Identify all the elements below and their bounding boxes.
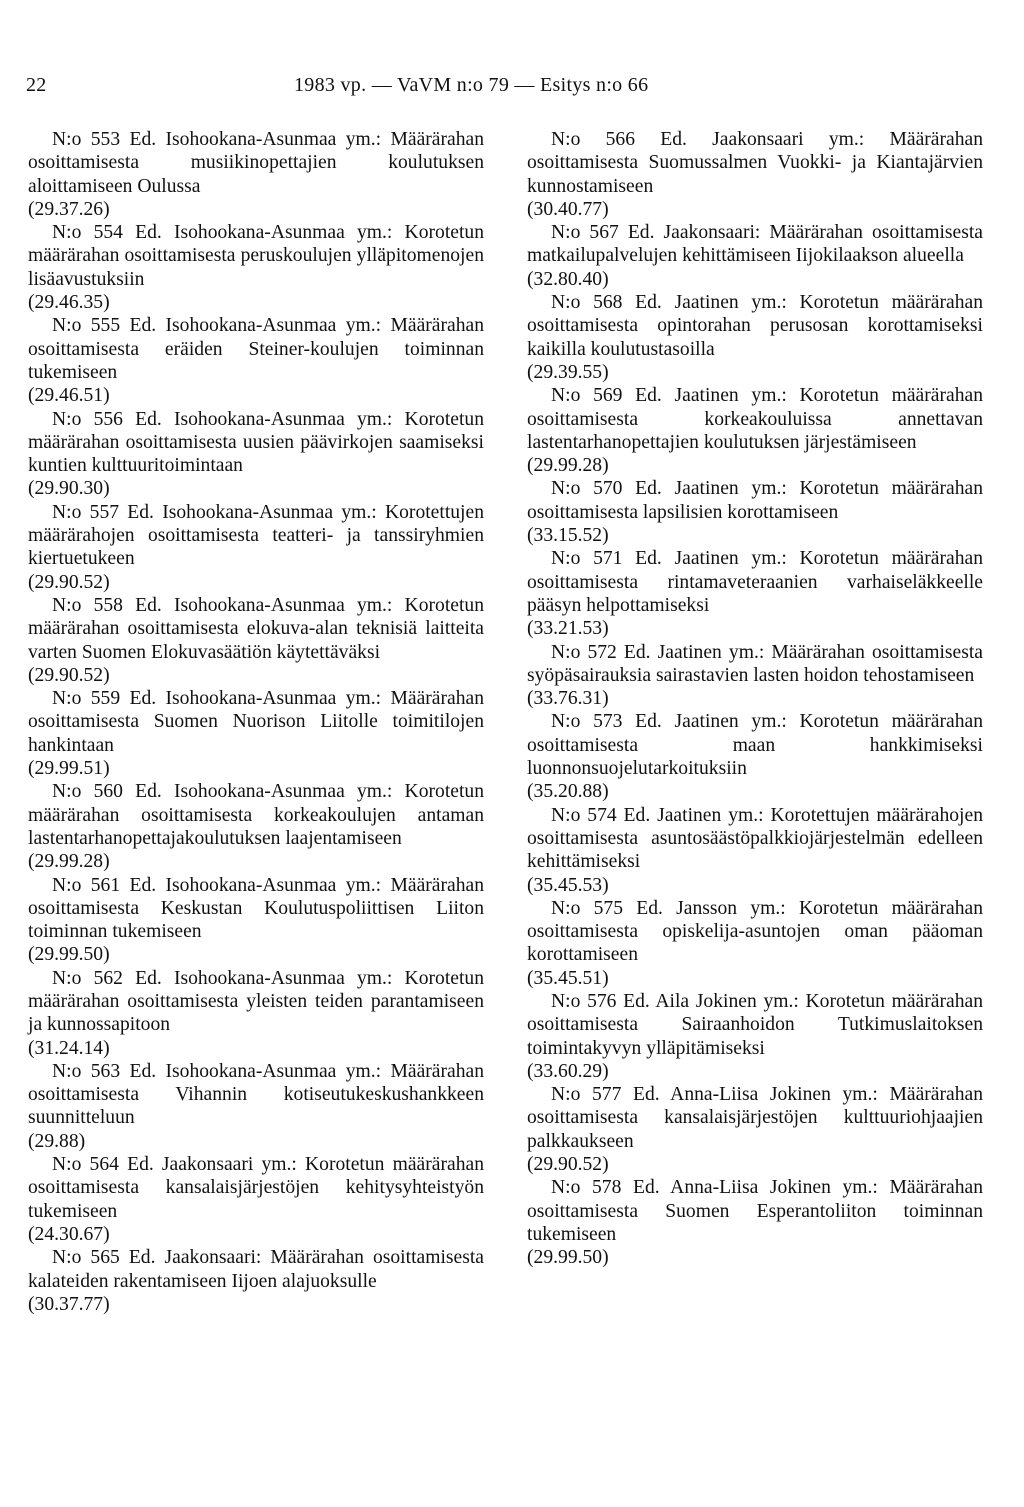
budget-item-code: (32.80.40) [527, 268, 609, 290]
budget-item-code: (29.99.50) [527, 1247, 609, 1269]
budget-item-code: (29.46.35) [28, 292, 110, 314]
motion-text: N:o 557 Ed. Isohookana-Asunmaa ym.: Korotettujen määrärahojen osoittamisesta teatteri- ja tanssiryhmien kiertuetukeen [28, 501, 484, 570]
right-column [527, 128, 983, 1270]
budget-item-code: (29.99.28) [28, 851, 110, 873]
budget-item-code: (30.40.77) [527, 198, 609, 220]
motion-entry [28, 1246, 484, 1316]
motion-text: N:o 555 Ed. Isohookana-Asunmaa ym.: Määrärahan osoittamisesta eräiden Steiner-koulujen toiminnan tukemiseen [28, 315, 484, 383]
budget-item-code: (29.46.51) [28, 385, 110, 407]
motion-entry [28, 1153, 484, 1246]
motion-text: N:o 569 Ed. Jaatinen ym.: Korotetun määrärahan osoittamisesta korkeakouluissa annettavan lastentarhanopettajien koulutuksen järjestämiseen [527, 385, 983, 453]
motion-text: N:o 577 Ed. Anna-Liisa Jokinen ym.: Määrärahan osoittamisesta kansalaisjärjestöjen kulttuuriohjaajien palkkaukseen [527, 1084, 983, 1152]
budget-item-code: (29.90.52) [527, 1154, 609, 1176]
motion-text: N:o 553 Ed. Isohookana-Asunmaa ym.: Määrärahan osoittamisesta musiikinopettajien koulutuksen aloittamiseen Oulussa [28, 129, 484, 197]
motion-text: N:o 564 Ed. Jaakonsaari ym.: Korotetun määrärahan osoittamisesta kansalaisjärjestöjen kehitysyhteistyön tukemiseen [28, 1154, 484, 1222]
budget-item-code: (29.90.52) [28, 571, 110, 593]
budget-item-code: (29.99.51) [28, 758, 110, 780]
motion-text: N:o 559 Ed. Isohookana-Asunmaa ym.: Määrärahan osoittamisesta Suomen Nuorison Liitolle toimitilojen hankintaan [28, 688, 484, 756]
budget-item-code: (29.90.52) [28, 664, 110, 686]
motion-text: N:o 562 Ed. Isohookana-Asunmaa ym.: Korotetun määrärahan osoittamisesta yleisten teiden parantamiseen ja kunnossapitoon [28, 967, 484, 1036]
budget-item-code: (29.90.30) [28, 478, 110, 500]
motion-entry [28, 780, 484, 873]
motion-text: N:o 566 Ed. Jaakonsaari ym.: Määrärahan osoittamisesta Suomussalmen Vuokki- ja Kiantajärvien kunnostamiseen [527, 129, 983, 197]
motion-text: N:o 558 Ed. Isohookana-Asunmaa ym.: Korotetun määrärahan osoittamisesta elokuva-alan teknisiä laitteita varten Suomen Elokuvasäätiön käytettäväksi [28, 594, 484, 663]
motion-entry [527, 384, 983, 477]
motion-entry [28, 594, 484, 687]
budget-item-code: (24.30.67) [28, 1223, 110, 1245]
motion-entry [527, 641, 983, 711]
motion-text: N:o 570 Ed. Jaatinen ym.: Korotetun määrärahan osoittamisesta lapsilisien korottamiseen [527, 478, 983, 523]
motion-entry [527, 1083, 983, 1176]
motion-entry [527, 221, 983, 291]
budget-item-code: (33.15.52) [527, 525, 609, 547]
motion-entry [527, 897, 983, 990]
motion-entry [28, 687, 484, 780]
budget-item-code: (33.21.53) [527, 618, 609, 640]
budget-item-code: (35.20.88) [527, 781, 609, 803]
budget-item-code: (29.88) [28, 1130, 86, 1152]
budget-item-code: (35.45.51) [527, 967, 609, 989]
motion-entry [527, 547, 983, 640]
motion-text: N:o 574 Ed. Jaatinen ym.: Korotettujen määrärahojen osoittamisesta asuntosäästöpalkkiojärjestelmän edelleen kehittämiseksi [527, 804, 983, 873]
budget-item-code: (30.37.77) [28, 1293, 110, 1315]
motion-entry [28, 408, 484, 501]
motion-text: N:o 560 Ed. Isohookana-Asunmaa ym.: Korotetun määrärahan osoittamisesta korkeakoulujen antaman lastentarhanopettajakoulutuksen laajentamiseen [28, 781, 484, 849]
left-column [28, 128, 484, 1316]
motion-text: N:o 573 Ed. Jaatinen ym.: Korotetun määrärahan osoittamisesta maan hankkimiseksi luonnonsuojelutarkoituksiin [527, 711, 983, 780]
motion-text: N:o 572 Ed. Jaatinen ym.: Määrärahan osoittamisesta syöpäsairauksia sairastavien lasten hoidon tehostamiseen [527, 641, 983, 686]
motion-text: N:o 575 Ed. Jansson ym.: Korotetun määrärahan osoittamisesta opiskelija-asuntojen oman pääoman korottamiseen [527, 897, 983, 966]
motion-entry [28, 314, 484, 407]
motion-entry [28, 874, 484, 967]
motion-entry [28, 1060, 484, 1153]
motion-entry [527, 804, 983, 897]
running-title: 1983 vp. — VaVM n:o 79 — Esitys n:o 66 [294, 74, 649, 96]
motion-entry [28, 967, 484, 1060]
motion-entry [527, 291, 983, 384]
motion-text: N:o 561 Ed. Isohookana-Asunmaa ym.: Määrärahan osoittamisesta Keskustan Koulutuspoliittisen Liiton toiminnan tukemiseen [28, 874, 484, 943]
budget-item-code: (33.60.29) [527, 1060, 609, 1082]
motion-text: N:o 578 Ed. Anna-Liisa Jokinen ym.: Määrärahan osoittamisesta Suomen Esperantoliiton toiminnan tukemiseen [527, 1177, 983, 1245]
motion-entry [527, 990, 983, 1083]
budget-item-code: (31.24.14) [28, 1037, 110, 1059]
motion-text: N:o 571 Ed. Jaatinen ym.: Korotetun määrärahan osoittamisesta rintamaveteraanien varhaiseläkkeelle pääsyn helpottamiseksi [527, 548, 983, 616]
budget-item-code: (29.99.28) [527, 455, 609, 477]
motion-text: N:o 565 Ed. Jaakonsaari: Määrärahan osoittamisesta kalateiden rakentamiseen Iijoen alajuoksulle [28, 1247, 484, 1292]
page-header [26, 74, 986, 104]
budget-item-code: (29.39.55) [527, 361, 609, 383]
motion-entry [28, 501, 484, 594]
motion-entry [527, 128, 983, 221]
motion-entry [28, 221, 484, 314]
page-number: 22 [26, 74, 47, 96]
budget-item-code: (35.45.53) [527, 874, 609, 896]
budget-item-code: (29.37.26) [28, 198, 110, 220]
motion-text: N:o 576 Ed. Aila Jokinen ym.: Korotetun määrärahan osoittamisesta Sairaanhoidon Tutkimuslaitoksen toimintakyvyn ylläpitämiseksi [527, 990, 983, 1059]
motion-entry [527, 477, 983, 547]
motion-text: N:o 568 Ed. Jaatinen ym.: Korotetun määrärahan osoittamisesta opintorahan perusosan korottamiseksi kaikilla koulutustasoilla [527, 292, 983, 360]
motion-text: N:o 556 Ed. Isohookana-Asunmaa ym.: Korotetun määrärahan osoittamisesta uusien päävirkojen saamiseksi kuntien kulttuuritoimintaan [28, 408, 484, 477]
motion-entry [527, 1176, 983, 1269]
motion-text: N:o 554 Ed. Isohookana-Asunmaa ym.: Korotetun määrärahan osoittamisesta peruskoulujen ylläpitomenojen lisäavustuksiin [28, 222, 484, 290]
budget-item-code: (29.99.50) [28, 944, 110, 966]
motion-entry [527, 710, 983, 803]
budget-item-code: (33.76.31) [527, 688, 609, 710]
motion-entry [28, 128, 484, 221]
motion-text: N:o 563 Ed. Isohookana-Asunmaa ym.: Määrärahan osoittamisesta Vihannin kotiseutukeskushankkeen suunnitteluun [28, 1060, 484, 1129]
motion-text: N:o 567 Ed. Jaakonsaari: Määrärahan osoittamisesta matkailupalvelujen kehittämiseen Iijokilaakson alueella [527, 222, 983, 267]
